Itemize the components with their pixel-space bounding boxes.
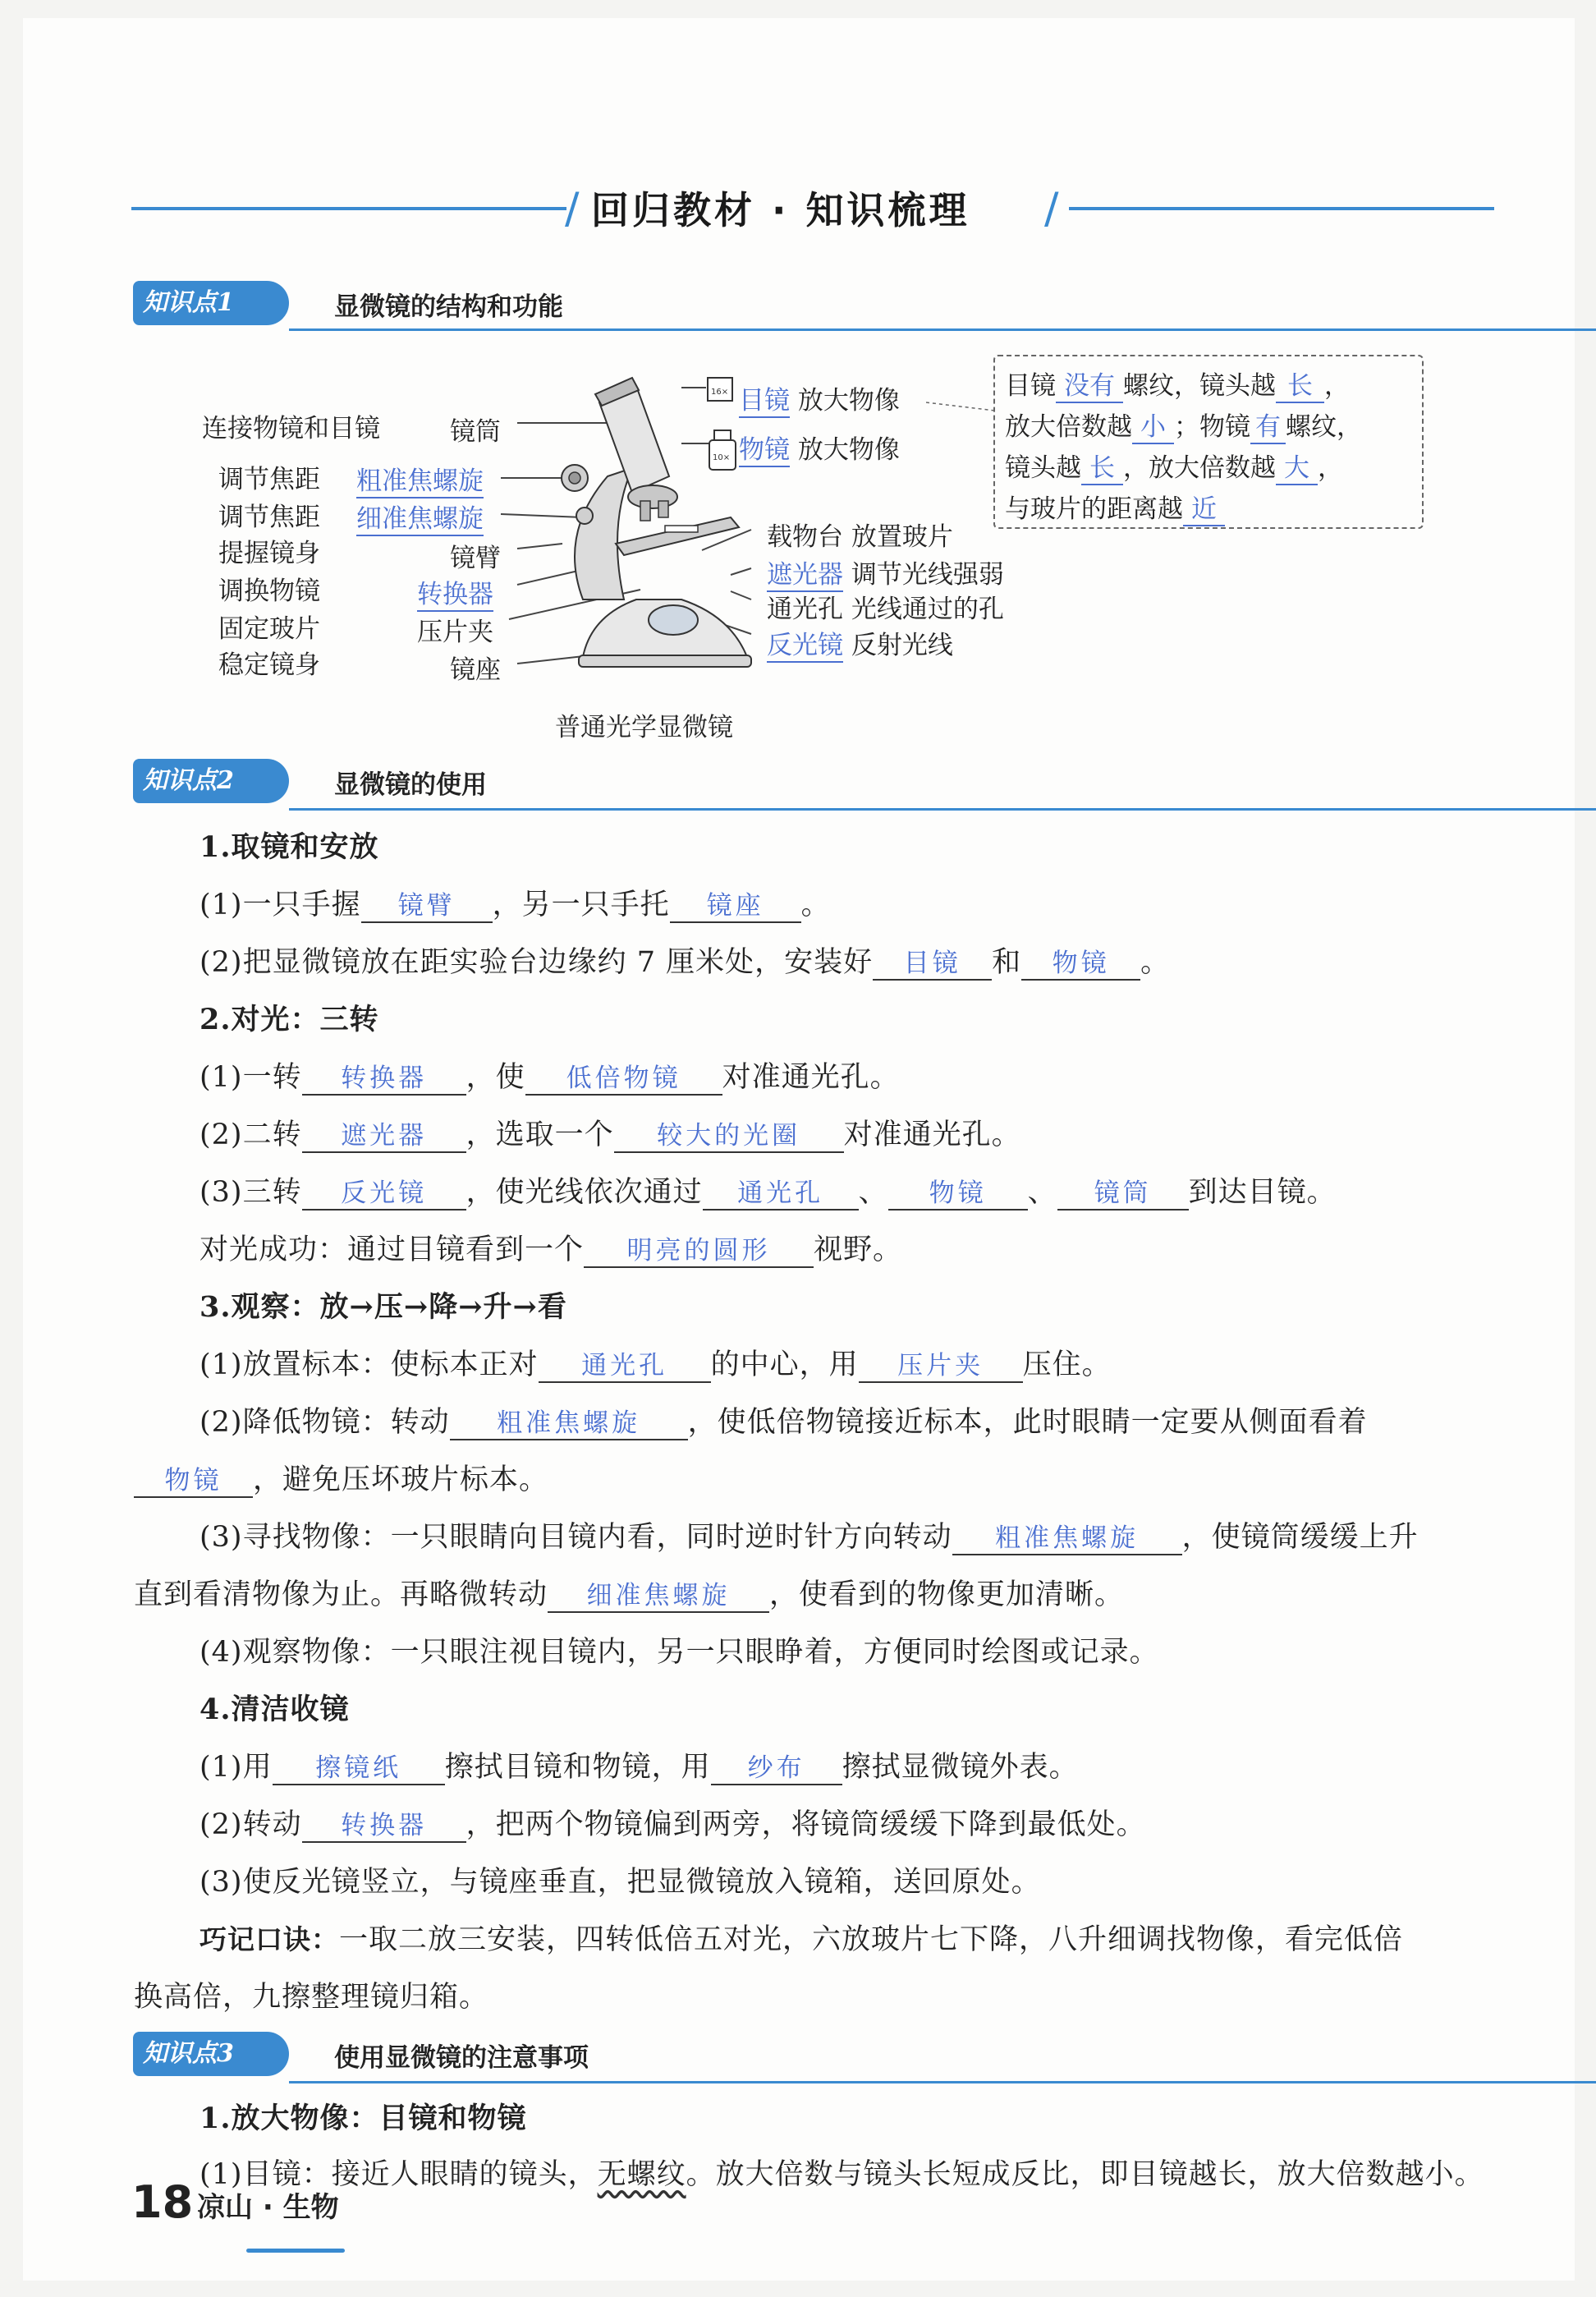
- kp2-s2-2: (2)二转 遮光器 ，选取一个 较大的光圈 对准通光孔。: [200, 1112, 1021, 1153]
- kp2-s3-2b: 物镜 ，避免压坏玻片标本。: [134, 1457, 548, 1498]
- svg-text:10×: 10×: [713, 453, 731, 462]
- label-objective: 物镜 放大物像: [739, 429, 900, 467]
- kp1-badge: 知识点1: [133, 281, 289, 325]
- label-part-answer: 细准焦螺旋: [356, 498, 484, 536]
- label-func: 提握镜身: [218, 539, 320, 568]
- label-stage: 载物台 放置玻片: [767, 522, 953, 552]
- kp2-heading: [133, 759, 1496, 803]
- kp3-s1: (1)目镜：接近人眼睛的镜头，无螺纹。放大倍数与镜头长短成反比，即目镜越长，放大倍数越小。: [200, 2158, 1484, 2191]
- kp2-s4-2: (2)转动 转换器 ，把两个物镜偏到两旁，将镜筒缓缓下降到最低处。: [200, 1802, 1146, 1843]
- kp2-badge: 知识点2: [133, 759, 289, 803]
- kp2-title: 显微镜的使用: [334, 770, 487, 800]
- connector-line: [926, 386, 1000, 419]
- kp2-h4: 4.清洁收镜: [200, 1693, 350, 1726]
- kp2-s3-1: (1)放置标本：使标本正对 通光孔 的中心，用 压片夹 压住。: [200, 1342, 1112, 1383]
- kp2-s3-3b: 直到看清物像为止。再略微转动 细准焦螺旋 ，使看到的物像更加清晰。: [134, 1572, 1124, 1613]
- kp3-rule: [289, 2081, 1596, 2083]
- kp2-s3-4: (4)观察物像：一只眼注视目镜内，另一只眼睁着，方便同时绘图或记录。: [200, 1636, 1159, 1669]
- kp2-tip: 巧记口诀：一取二放三安装，四转低倍五对光，六放玻片七下降，八升细调找物像，看完低倍: [200, 1923, 1404, 1956]
- label-part: 镜臂: [450, 544, 501, 573]
- footer-label: 凉山 · 生物: [197, 2191, 339, 2224]
- label-mirror: 反光镜 反射光线: [767, 624, 953, 663]
- kp2-s3-2: (2)降低物镜：转动 粗准焦螺旋 ，使低倍物镜接近标本，此时眼睛一定要从侧面看着: [200, 1399, 1368, 1440]
- label-eyepiece: 目镜 放大物像: [739, 379, 900, 418]
- label-part: 镜筒: [450, 417, 501, 447]
- label-aperture: 通光孔 光线通过的孔: [767, 595, 1004, 624]
- kp2-s2-3: (3)三转 反光镜 ，使光线依次通过 通光孔 、 物镜 、 镜筒 到达目镜。: [200, 1169, 1337, 1211]
- kp3-title: 使用显微镜的注意事项: [334, 2043, 589, 2073]
- label-func: 调节焦距: [218, 465, 320, 494]
- diagram-caption: 普通光学显微镜: [555, 713, 733, 742]
- label-part: 镜座: [450, 655, 501, 685]
- svg-text:16×: 16×: [711, 388, 729, 397]
- footer-bar: [246, 2249, 345, 2253]
- kp2-tip-cont: 换高倍，九擦整理镜归箱。: [134, 1981, 489, 2014]
- kp3-badge: 知识点3: [133, 2032, 289, 2076]
- kp2-h1: 1.取镜和安放: [200, 830, 379, 864]
- kp1-title: 显微镜的结构和功能: [334, 292, 563, 322]
- kp2-h2: 2.对光：三转: [200, 1003, 379, 1036]
- kp2-s1-2: (2)把显微镜放在距实验台边缘约 7 厘米处，安装好 目镜 和 物镜 。: [200, 939, 1170, 981]
- kp2-s3-3: (3)寻找物像：一只眼睛向目镜内看，同时逆时针方向转动 粗准焦螺旋 ，使镜筒缓缓上升: [200, 1514, 1419, 1555]
- label-part-answer: 转换器: [417, 573, 493, 612]
- eyepiece-objective-note: 目镜 没有 螺纹，镜头越 长 ， 放大倍数越 小 ；物镜 有 螺纹， 镜头越 长 ，放大倍数越 大 ， 与玻片的距离越 近: [993, 355, 1424, 529]
- header-title: 回归教材 · 知识梳理: [591, 188, 970, 232]
- label-part-answer: 粗准焦螺旋: [356, 460, 484, 498]
- label-func: 固定玻片: [218, 614, 320, 644]
- kp3-h1: 1.放大物像：目镜和物镜: [200, 2102, 527, 2135]
- kp2-rule: [289, 808, 1596, 811]
- kp2-s4-1: (1)用 擦镜纸 擦拭目镜和物镜，用 纱布 擦拭显微镜外表。: [200, 1744, 1079, 1785]
- kp3-heading: [133, 2032, 1496, 2076]
- label-func: 稳定镜身: [218, 650, 320, 680]
- label-part: 压片夹: [417, 618, 493, 647]
- label-func: 连接物镜和目镜: [202, 414, 380, 443]
- label-func: 调换物镜: [218, 577, 320, 606]
- header-slash-right: /: [1044, 184, 1059, 233]
- microscope-diagram: [0, 0, 1596, 756]
- kp2-s2-4: 对光成功：通过目镜看到一个 明亮的圆形 视野。: [200, 1227, 902, 1268]
- kp2-h3: 3.观察：放→压→降→升→看: [200, 1290, 567, 1324]
- label-func: 调节焦距: [218, 503, 320, 532]
- page-number: 18: [131, 2176, 194, 2228]
- kp2-s4-3: (3)使反光镜竖立，与镜座垂直，把显微镜放入镜箱，送回原处。: [200, 1866, 1041, 1899]
- kp2-s2-1: (1)一转 转换器 ，使 低倍物镜 对准通光孔。: [200, 1054, 900, 1096]
- header-slash-left: /: [565, 184, 580, 233]
- kp2-s1-1: (1)一只手握 镜臂 ，另一只手托 镜座 。: [200, 882, 831, 923]
- label-diaphragm: 遮光器 调节光线强弱: [767, 554, 1004, 592]
